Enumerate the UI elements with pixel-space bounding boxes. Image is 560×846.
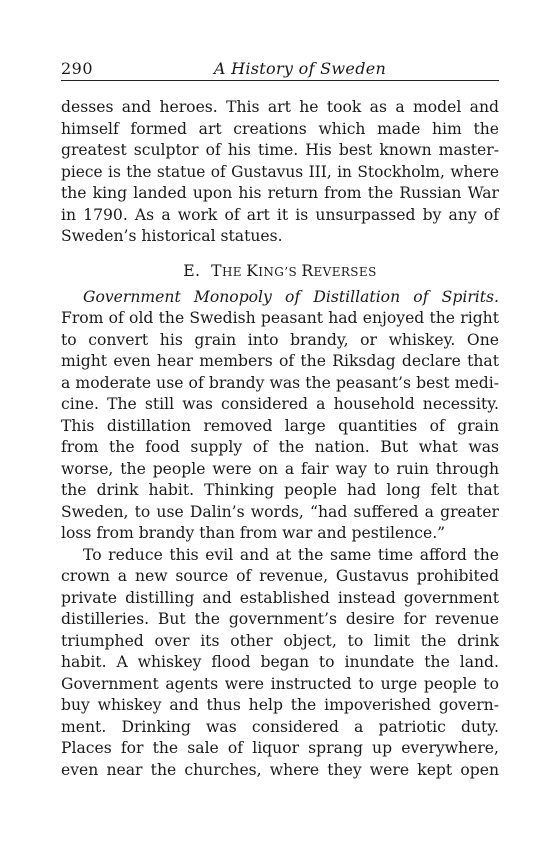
text-line: a moderate use of brandy was the peasant’s best medi- [61, 373, 499, 392]
text-line: crown a new source of revenue, Gustavus prohibited [61, 567, 499, 585]
text-line: greatest sculptor of his time. His best known master- [61, 141, 499, 159]
paragraph-3 [61, 545, 499, 782]
text-line: to convert his grain into brandy, or whiskey. One [61, 330, 499, 349]
text-line: piece is the statue of Gustavus III, in Stockholm, where [61, 162, 499, 181]
text-line: Places for the sale of liquor sprang up everywhere, [61, 739, 499, 757]
heading-part: R [301, 261, 314, 280]
text-line: loss from brandy than from war and pestilence.” [61, 524, 446, 542]
text-line: Sweden, to use Dalin’s words, “had suffered a greater [61, 502, 499, 521]
heading-part: HE [221, 264, 247, 279]
text-line: even near the churches, where they were kept open [61, 760, 499, 779]
book-page [61, 56, 499, 781]
page-body [61, 97, 499, 781]
text-line: To reduce this evil and at the same time afford the [83, 545, 499, 564]
heading-part: ING’S [258, 264, 302, 279]
text-line: private distilling and established instead government [61, 588, 499, 607]
text-line: Government agents were instructed to urge people to [61, 674, 499, 693]
section-letter: E. [183, 261, 201, 280]
text-line: This distillation removed large quantities of grain [61, 416, 499, 435]
text-line: distilleries. But the government’s desire for revenue [61, 610, 499, 628]
paragraph-2 [61, 287, 499, 545]
heading-part: K [246, 261, 259, 280]
text-line: worse, the people were on a fair way to ruin through [61, 459, 499, 478]
running-head [61, 56, 499, 81]
text-line: in 1790. As a work of art it is unsurpassed by any of [61, 205, 499, 224]
section-heading [61, 261, 499, 285]
text-line: might even hear members of the Riksdag declare that [61, 352, 499, 370]
text-line: ment. Drinking was considered a patriotic duty. [61, 717, 499, 736]
text-line: cine. The still was considered a household necessity. [61, 395, 499, 413]
text-line: habit. A whiskey flood began to inundate the land. [61, 653, 499, 671]
page-number: 290 [61, 59, 94, 78]
heading-part: T [211, 261, 222, 280]
heading-part: EVERSES [313, 264, 377, 279]
text-line: triumphed over its other object, to limit the drink [61, 631, 499, 650]
text-line: From of old the Swedish peasant had enjoyed the right [61, 309, 499, 327]
running-title: A History of Sweden [213, 59, 387, 78]
text-line: the king landed upon his return from the Russian War [61, 184, 499, 202]
text-line: from the food supply of the nation. But what was [61, 438, 499, 456]
paragraph-lead-italic: Government Monopoly of Distillation of Spirits. [83, 287, 499, 306]
text-line: desses and heroes. This art he took as a model and [61, 98, 499, 116]
text-line: the drink habit. Thinking people had long felt that [61, 481, 499, 499]
text-line: himself formed art creations which made him the [61, 119, 499, 138]
text-line: buy whiskey and thus help the impoverished govern- [61, 696, 499, 714]
text-line: Sweden’s historical statues. [61, 227, 283, 245]
paragraph-1 [61, 97, 499, 248]
